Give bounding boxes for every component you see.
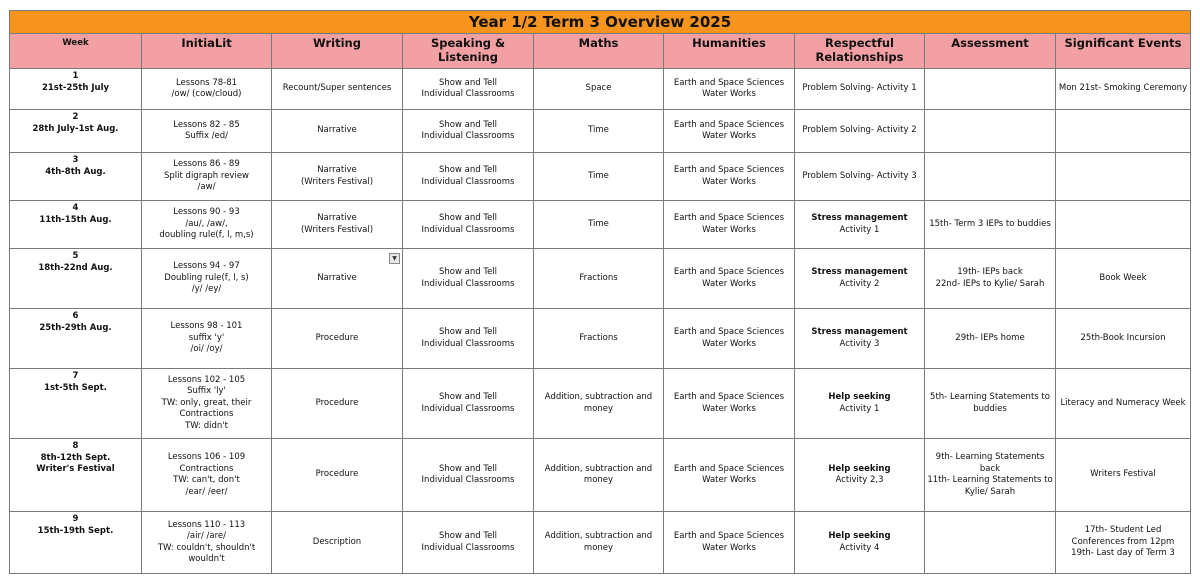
header-row [10, 34, 1191, 69]
initialit-cell[interactable]: Lessons 82 - 85 Suffix /ed/ [142, 110, 272, 153]
events-cell[interactable] [1056, 153, 1191, 201]
week-num: 1 [72, 71, 79, 81]
week-num: 9 [72, 514, 79, 524]
week-num: 5 [72, 251, 79, 261]
week-dates: 11th-15th Aug. [39, 214, 112, 225]
sheet-title: Year 1/2 Term 3 Overview 2025 [10, 11, 1191, 34]
writing-cell[interactable]: Procedure [272, 439, 403, 512]
week-dates: 8th-12th Sept. [40, 452, 111, 463]
events-cell[interactable]: Literacy and Numeracy Week [1056, 369, 1191, 439]
rr-topic: Stress management [811, 213, 908, 223]
initialit-cell[interactable]: Lessons 98 - 101 suffix 'y' /oi/ /oy/ [142, 309, 272, 369]
table-row [10, 512, 1191, 574]
humanities-cell[interactable]: Earth and Space Sciences Water Works [664, 153, 795, 201]
initialit-cell[interactable]: Lessons 90 - 93 /au/, /aw/, doubling rule(f, l, m,s) [142, 201, 272, 249]
header-maths: Maths [534, 34, 664, 69]
overview-sheet [9, 10, 1190, 574]
maths-cell[interactable]: Time [534, 110, 664, 153]
rr-activity: Activity 1 [839, 403, 880, 414]
week-cell[interactable] [10, 512, 142, 574]
maths-cell[interactable]: Addition, subtraction and money [534, 512, 664, 574]
writing-cell[interactable]: Narrative [272, 110, 403, 153]
week-cell[interactable] [10, 153, 142, 201]
initialit-cell[interactable]: Lessons 78-81 /ow/ (cow/cloud) [142, 69, 272, 110]
speaking-cell[interactable]: Show and Tell Individual Classrooms [403, 69, 534, 110]
initialit-cell[interactable]: Lessons 86 - 89 Split digraph review /aw/ [142, 153, 272, 201]
humanities-cell[interactable]: Earth and Space Sciences Water Works [664, 201, 795, 249]
humanities-cell[interactable]: Earth and Space Sciences Water Works [664, 439, 795, 512]
maths-cell[interactable]: Addition, subtraction and money [534, 369, 664, 439]
week-num: 6 [72, 311, 79, 321]
week-dates: 15th-19th Sept. [37, 525, 114, 536]
table-row [10, 369, 1191, 439]
writing-cell[interactable]: Procedure [272, 369, 403, 439]
assessment-cell[interactable] [925, 153, 1056, 201]
week-dates: 25th-29th Aug. [39, 322, 112, 333]
week-num: 8 [72, 441, 79, 451]
initialit-cell[interactable]: Lessons 94 - 97 Doubling rule(f, l, s) /y/ /ey/ [142, 249, 272, 309]
events-cell[interactable]: 17th- Student Led Conferences from 12pm 19th- Last day of Term 3 [1056, 512, 1191, 574]
header-speaking-listening: Speaking & Listening [403, 34, 534, 69]
week-cell[interactable] [10, 110, 142, 153]
header-respectful-relationships: Respectful Relationships [795, 34, 925, 69]
assessment-cell[interactable]: 5th- Learning Statements to buddies [925, 369, 1056, 439]
speaking-cell[interactable]: Show and Tell Individual Classrooms [403, 110, 534, 153]
assessment-cell[interactable]: 15th- Term 3 IEPs to buddies [925, 201, 1056, 249]
week-dates: 1st-5th Sept. [44, 382, 107, 393]
week-cell[interactable] [10, 439, 142, 512]
speaking-cell[interactable]: Show and Tell Individual Classrooms [403, 369, 534, 439]
maths-cell[interactable]: Space [534, 69, 664, 110]
speaking-cell[interactable]: Show and Tell Individual Classrooms [403, 249, 534, 309]
assessment-cell[interactable] [925, 110, 1056, 153]
humanities-cell[interactable]: Earth and Space Sciences Water Works [664, 249, 795, 309]
rr-cell[interactable] [795, 249, 925, 309]
humanities-cell[interactable]: Earth and Space Sciences Water Works [664, 512, 795, 574]
week-num: 4 [72, 203, 79, 213]
week-cell[interactable] [10, 309, 142, 369]
events-cell[interactable] [1056, 110, 1191, 153]
dropdown-arrow-icon[interactable]: ▼ [389, 253, 400, 264]
header-week: Week [10, 34, 142, 69]
rr-activity: Activity 4 [839, 542, 880, 553]
rr-topic: Help seeking [828, 531, 891, 541]
header-humanities: Humanities [664, 34, 795, 69]
assessment-cell[interactable]: 29th- IEPs home [925, 309, 1056, 369]
table-row [10, 153, 1191, 201]
header-writing: Writing [272, 34, 403, 69]
rr-cell[interactable]: Problem Solving- Activity 1 [795, 69, 925, 110]
rr-cell[interactable]: Problem Solving- Activity 2 [795, 110, 925, 153]
table-row [10, 249, 1191, 309]
events-cell[interactable] [1056, 201, 1191, 249]
writing-cell[interactable]: Description [272, 512, 403, 574]
writing-cell[interactable]: Procedure [272, 309, 403, 369]
term-overview-table [9, 10, 1191, 574]
rr-activity: Activity 1 [839, 224, 880, 235]
writing-cell[interactable]: Narrative [272, 249, 403, 309]
events-cell[interactable]: Book Week [1056, 249, 1191, 309]
speaking-cell[interactable]: Show and Tell Individual Classrooms [403, 201, 534, 249]
week-num: 3 [72, 155, 79, 165]
speaking-cell[interactable]: Show and Tell Individual Classrooms [403, 309, 534, 369]
rr-cell[interactable] [795, 512, 925, 574]
rr-topic: Stress management [811, 327, 908, 337]
table-row [10, 309, 1191, 369]
week-dates: 28th July-1st Aug. [32, 123, 119, 134]
initialit-cell[interactable]: Lessons 102 - 105 Suffix 'ly' TW: only, great, their Contractions TW: didn't [142, 369, 272, 439]
writing-cell[interactable]: Recount/Super sentences [272, 69, 403, 110]
table-row [10, 201, 1191, 249]
humanities-cell[interactable]: Earth and Space Sciences Water Works [664, 309, 795, 369]
rr-topic: Help seeking [828, 392, 891, 402]
initialit-cell[interactable]: Lessons 110 - 113 /air/ /are/ TW: couldn't, shouldn't wouldn't [142, 512, 272, 574]
events-cell[interactable]: 25th-Book Incursion [1056, 309, 1191, 369]
week-note: Writer's Festival [36, 464, 115, 474]
week-dates: 18th-22nd Aug. [38, 262, 113, 273]
writing-cell[interactable]: Narrative (Writers Festival) [272, 201, 403, 249]
rr-activity: Activity 2 [839, 278, 880, 289]
rr-cell[interactable] [795, 369, 925, 439]
week-cell[interactable] [10, 369, 142, 439]
maths-cell[interactable]: Addition, subtraction and money [534, 439, 664, 512]
events-cell[interactable]: Writers Festival [1056, 439, 1191, 512]
assessment-cell[interactable] [925, 512, 1056, 574]
maths-cell[interactable]: Fractions [534, 309, 664, 369]
rr-cell[interactable] [795, 201, 925, 249]
initialit-cell[interactable]: Lessons 106 - 109 Contractions TW: can't, don't /ear/ /eer/ [142, 439, 272, 512]
speaking-cell[interactable]: Show and Tell Individual Classrooms [403, 153, 534, 201]
header-assessment: Assessment [925, 34, 1056, 69]
assessment-cell[interactable]: 19th- IEPs back 22nd- IEPs to Kylie/ Sarah [925, 249, 1056, 309]
table-row [10, 69, 1191, 110]
week-num: 2 [72, 112, 79, 122]
rr-topic: Help seeking [828, 463, 891, 474]
maths-cell[interactable]: Fractions [534, 249, 664, 309]
week-num: 7 [72, 371, 79, 381]
speaking-cell[interactable]: Show and Tell Individual Classrooms [403, 439, 534, 512]
writing-cell[interactable]: Narrative (Writers Festival) [272, 153, 403, 201]
maths-cell[interactable]: Time [534, 201, 664, 249]
speaking-cell[interactable]: Show and Tell Individual Classrooms [403, 512, 534, 574]
maths-cell[interactable]: Time [534, 153, 664, 201]
table-row [10, 110, 1191, 153]
table-row [10, 439, 1191, 512]
week-cell[interactable] [10, 69, 142, 110]
week-dates: 4th-8th Aug. [45, 166, 106, 177]
events-cell[interactable]: Mon 21st- Smoking Ceremony [1056, 69, 1191, 110]
rr-cell[interactable] [795, 439, 925, 512]
assessment-cell[interactable] [925, 69, 1056, 110]
assessment-cell[interactable]: 9th- Learning Statements back 11th- Learning Statements to Kylie/ Sarah [925, 439, 1056, 512]
humanities-cell[interactable]: Earth and Space Sciences Water Works [664, 110, 795, 153]
rr-topic: Stress management [811, 267, 908, 277]
header-initialit: InitiaLit [142, 34, 272, 69]
rr-activity: Activity 3 [839, 338, 880, 349]
rr-cell[interactable]: Problem Solving- Activity 3 [795, 153, 925, 201]
rr-activity: Activity 2,3 [835, 475, 884, 485]
header-significant-events: Significant Events [1056, 34, 1191, 69]
humanities-cell[interactable]: Earth and Space Sciences Water Works [664, 69, 795, 110]
humanities-cell[interactable]: Earth and Space Sciences Water Works [664, 369, 795, 439]
rr-cell[interactable] [795, 309, 925, 369]
week-cell[interactable] [10, 249, 142, 309]
week-dates: 21st-25th July [41, 82, 110, 93]
week-cell[interactable] [10, 201, 142, 249]
